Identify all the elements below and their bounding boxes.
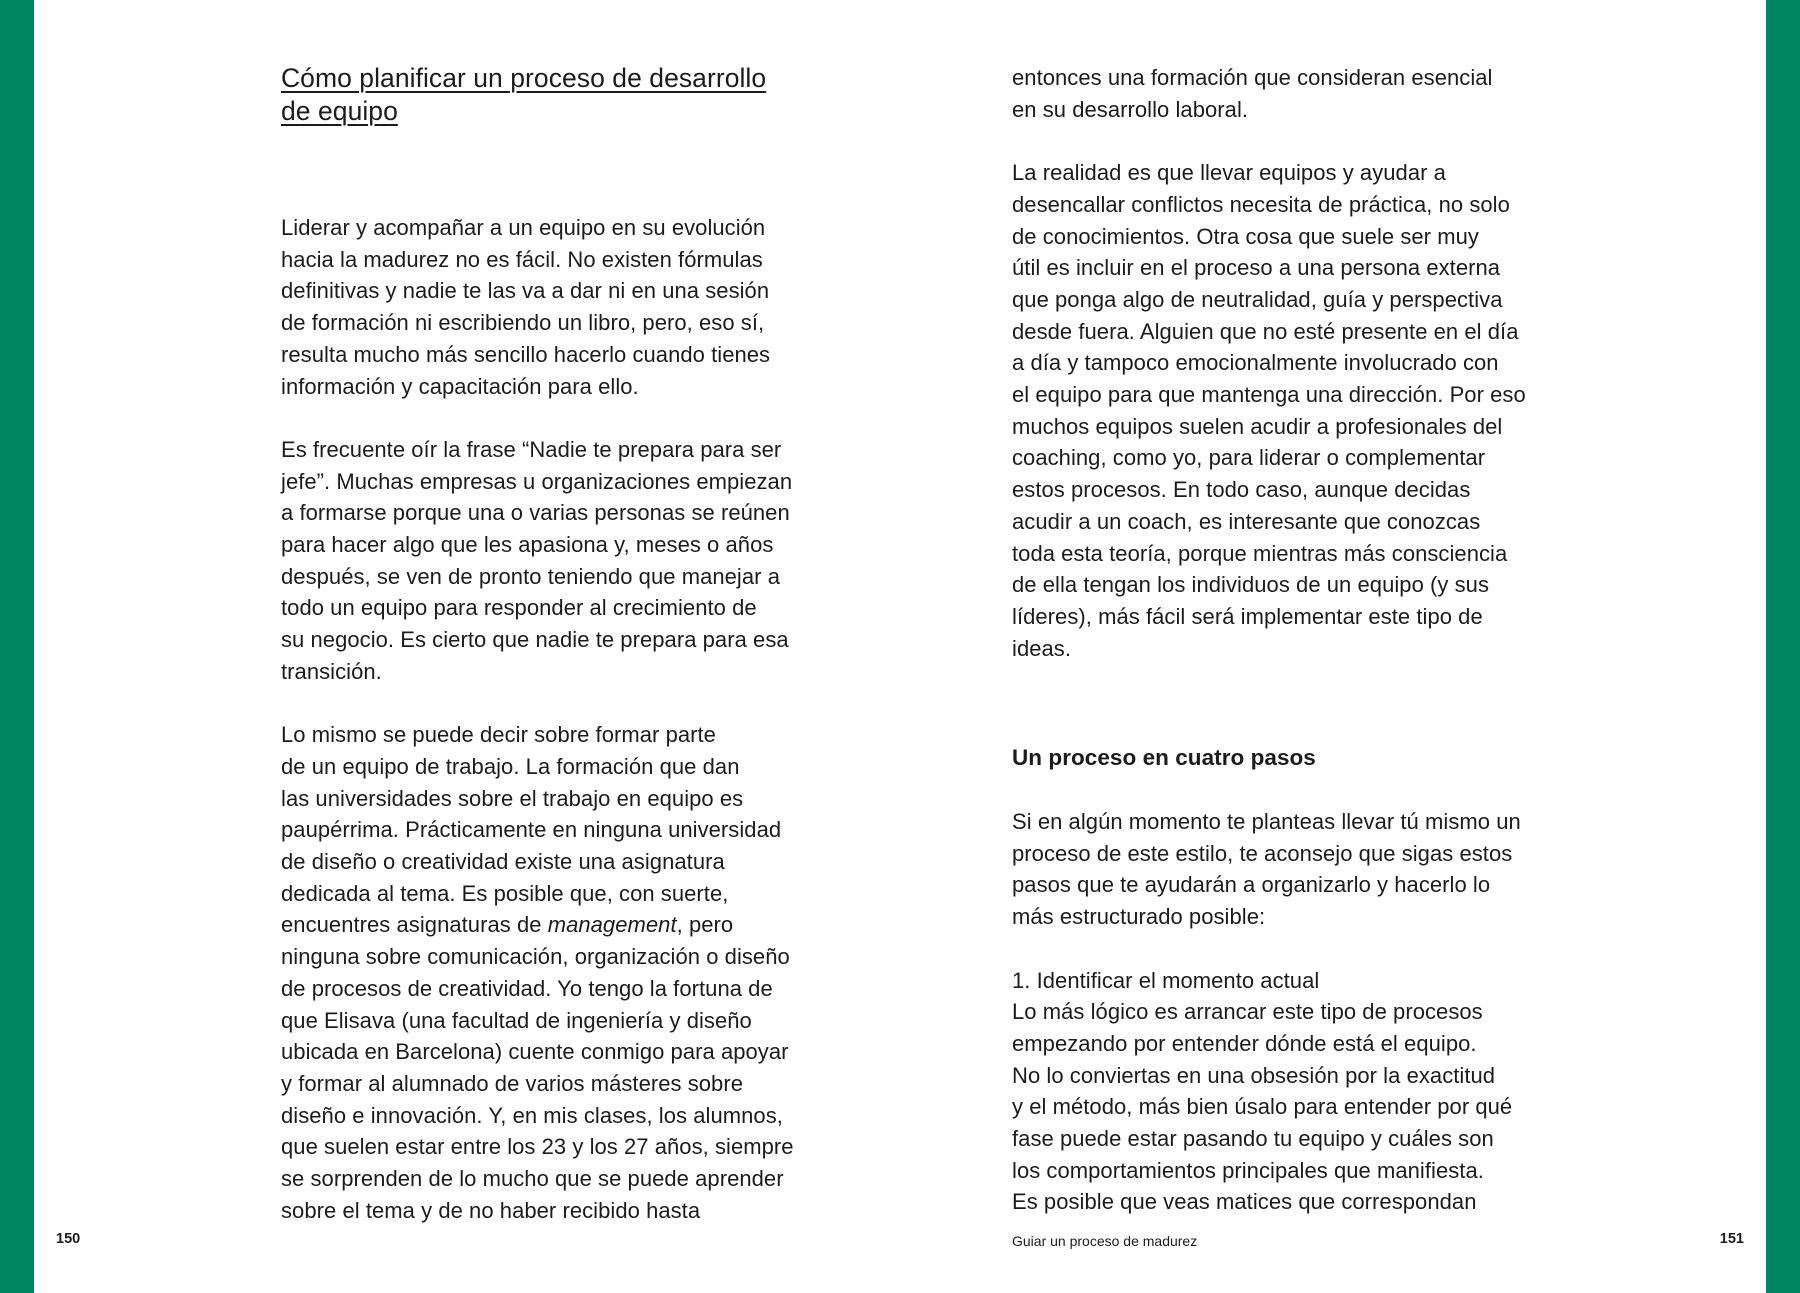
text-line: No lo conviertas en una obsesión por la exactitud <box>1012 1062 1496 1088</box>
page-number-left: 150 <box>56 1231 81 1247</box>
text-line: ideas. <box>1012 635 1072 661</box>
text-line: paupérrima. Prácticamente en ninguna universidad <box>281 817 782 843</box>
text-line: que suelen estar entre los 23 y los 27 años, siempre <box>281 1134 794 1160</box>
text-line: líderes), más fácil será implementar este tipo de <box>1012 603 1483 629</box>
page-number-right: 151 <box>1719 1231 1744 1247</box>
text-line: se sorprenden de lo mucho que se puede aprender <box>281 1166 784 1192</box>
text-line: muchos equipos suelen acudir a profesionales del <box>1012 413 1503 439</box>
text-line: desencallar conflictos necesita de práctica, no solo <box>1012 191 1510 217</box>
text-line: y el método, más bien úsalo para entender por qué <box>1012 1094 1513 1120</box>
title-line: de equipo <box>281 96 398 126</box>
text-segment: , pero <box>676 912 734 938</box>
text-line: La realidad es que llevar equipos y ayudar a <box>1012 160 1446 186</box>
text-line: de ella tengan los individuos de un equipo (y sus <box>1012 572 1489 598</box>
text-line: Si en algún momento te planteas llevar tú mismo un <box>1012 809 1521 835</box>
left-page-text <box>281 62 821 1226</box>
text-line: que ponga algo de neutralidad, guía y perspectiva <box>1012 286 1503 312</box>
text-line: los comportamientos principales que manifiesta. <box>1012 1157 1484 1183</box>
text-line: de formación ni escribiendo un libro, pero, eso sí, <box>281 310 765 336</box>
text-line: diseño e innovación. Y, en mis clases, los alumnos, <box>281 1102 783 1128</box>
paragraph <box>281 719 821 1226</box>
chapter-title <box>281 62 821 128</box>
title-line: Cómo planificar un proceso de desarrollo <box>281 63 767 93</box>
text-line: útil es incluir en el proceso a una persona externa <box>1012 255 1501 281</box>
right-page-text <box>1012 62 1552 1218</box>
text-line: pasos que te ayudarán a organizarlo y hacerlo lo <box>1012 872 1491 898</box>
text-line: de un equipo de trabajo. La formación que dan <box>281 753 740 779</box>
text-line: a formarse porque una o varias personas se reúnen <box>281 500 790 526</box>
text-line: proceso de este estilo, te aconsejo que sigas estos <box>1012 840 1513 866</box>
text-line: las universidades sobre el trabajo en equipo es <box>281 785 744 811</box>
text-line: para hacer algo que les apasiona y, meses o años <box>281 532 774 558</box>
text-segment: encuentres asignaturas de <box>281 912 548 938</box>
text-line: que Elisava (una facultad de ingeniería y diseño <box>281 1007 752 1033</box>
text-line: sobre el tema y de no haber recibido hasta <box>281 1197 701 1223</box>
text-line: transición. <box>281 658 382 684</box>
text-line: hacia la madurez no es fácil. No existen fórmulas <box>281 246 763 272</box>
text-line: Es frecuente oír la frase “Nadie te prepara para ser <box>281 436 782 462</box>
text-line: ubicada en Barcelona) cuente conmigo para apoyar <box>281 1039 789 1065</box>
paragraph <box>1012 62 1552 125</box>
italic-term: management <box>547 912 677 938</box>
text-line: Liderar y acompañar a un equipo en su evolución <box>281 215 766 240</box>
paragraph <box>1012 996 1552 1218</box>
step-heading: 1. Identificar el momento actual <box>1012 967 1320 993</box>
text-line: su negocio. Es cierto que nadie te prepara para esa <box>281 627 789 653</box>
text-line: entonces una formación que consideran esencial <box>1012 65 1493 90</box>
text-line: de conocimientos. Otra cosa que suele ser muy <box>1012 223 1479 249</box>
text-line: información y capacitación para ello. <box>281 373 639 399</box>
text-line: dedicada al tema. Es posible que, con suerte, <box>281 880 729 906</box>
text-line: después, se ven de pronto teniendo que manejar a <box>281 563 780 589</box>
text-line: definitivas y nadie te las va a dar ni en una sesión <box>281 278 770 304</box>
text-line: Lo mismo se puede decir sobre formar parte <box>281 722 716 748</box>
text-line: toda esta teoría, porque mientras más consciencia <box>1012 540 1508 566</box>
text-line: ninguna sobre comunicación, organización o diseño <box>281 944 790 970</box>
text-line: resulta mucho más sencillo hacerlo cuando tienes <box>281 341 771 367</box>
text-line: de procesos de creatividad. Yo tengo la fortuna de <box>281 975 773 1001</box>
text-line: fase puede estar pasando tu equipo y cuáles son <box>1012 1126 1494 1152</box>
paragraph <box>281 434 821 688</box>
text-line-with-italic <box>281 909 821 941</box>
paragraph <box>281 212 821 402</box>
text-line: en su desarrollo laboral. <box>1012 96 1249 122</box>
text-line: el equipo para que mantenga una dirección. Por eso <box>1012 382 1526 408</box>
text-line: estos procesos. En todo caso, aunque decidas <box>1012 477 1471 503</box>
left-accent-bar <box>0 0 34 1293</box>
text-line: Es posible que veas matices que correspondan <box>1012 1189 1477 1215</box>
text-line: empezando por entender dónde está el equipo. <box>1012 1030 1477 1056</box>
right-accent-bar <box>1766 0 1800 1293</box>
running-footer: Guiar un proceso de madurez <box>1012 1233 1198 1249</box>
text-line: todo un equipo para responder al crecimiento de <box>281 595 757 621</box>
section-subheading: Un proceso en cuatro pasos <box>1012 745 1316 771</box>
text-line: de diseño o creatividad existe una asignatura <box>281 849 725 875</box>
text-line: más estructurado posible: <box>1012 904 1266 930</box>
text-line: jefe”. Muchas empresas u organizaciones empiezan <box>281 468 793 494</box>
text-line: a día y tampoco emocionalmente involucrado con <box>1012 350 1499 376</box>
text-line: coaching, como yo, para liderar o complementar <box>1012 445 1486 471</box>
text-line: acudir a un coach, es interesante que conozcas <box>1012 508 1481 534</box>
text-line: Lo más lógico es arrancar este tipo de procesos <box>1012 999 1483 1025</box>
paragraph <box>1012 806 1552 933</box>
paragraph <box>1012 157 1552 664</box>
text-line: desde fuera. Alguien que no esté presente en el día <box>1012 318 1519 344</box>
text-line: y formar al alumnado de varios másteres sobre <box>281 1070 744 1096</box>
